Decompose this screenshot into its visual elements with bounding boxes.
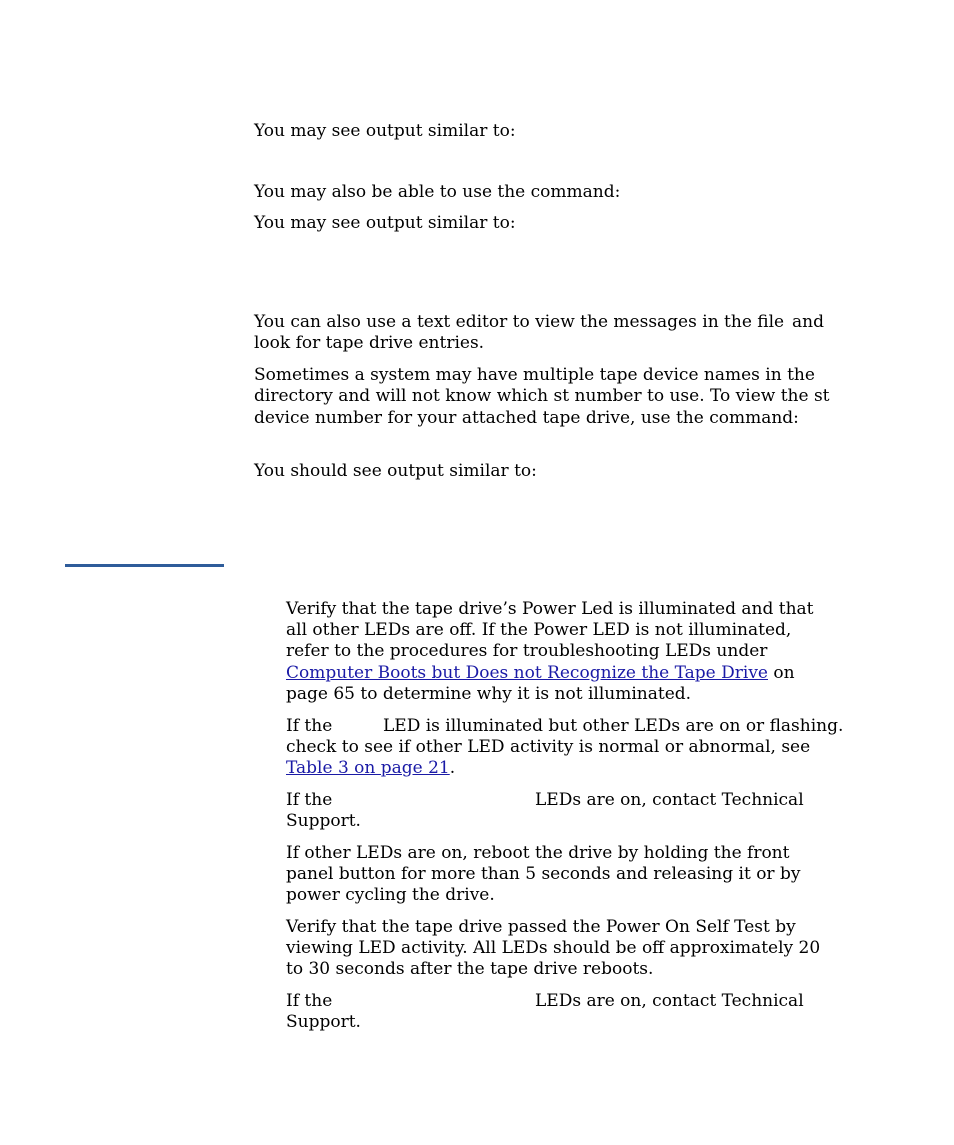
leds-on-contact-text-2: LEDs are on, contact Technical — [535, 991, 804, 1011]
if-the-text-4: If the — [286, 991, 333, 1011]
verify-power-text-a: Verify that the tape drive’s Power Led is illuminated and that all other LEDs are off. If the Power LED is not illuminated, refer to the procedures for troubleshooting LEDs under — [286, 599, 814, 662]
if-the-led-text-1: If the — [286, 716, 333, 736]
sometimes-line-3: device number for your attached tape drive, use the command: — [254, 408, 799, 428]
if-the-text-3: If the — [286, 790, 333, 810]
output-similar-text-2: You may see output similar to: — [254, 213, 516, 233]
text-editor-text-b: look for tape drive entries. — [254, 333, 485, 353]
text-editor-text-a: You can also use a text editor to view the messages in the file — [254, 312, 785, 332]
text-editor-and: and — [792, 312, 824, 332]
also-command-text: You may also be able to use the command: — [254, 182, 621, 202]
sometimes-line-1: Sometimes a system may have multiple tape device names in the — [254, 365, 815, 385]
leds-on-contact-text-1: LEDs are on, contact Technical — [535, 790, 804, 810]
check-led-text-b: . — [449, 758, 456, 779]
check-led-paragraph — [286, 737, 828, 779]
verify-power-paragraph — [286, 599, 834, 705]
support-text-2: Support. — [286, 1012, 361, 1032]
table-3-link[interactable]: Table 3 on page 21 — [286, 758, 450, 779]
should-see-text: You should see output similar to: — [254, 461, 537, 481]
reboot-paragraph: If other LEDs are on, reboot the drive by holding the front panel button for more than 5 seconds and releasing it or by power cycling the drive. — [286, 843, 801, 906]
section-rule — [65, 564, 224, 567]
sometimes-line-2: directory and will not know which st number to use. To view the st — [254, 386, 830, 406]
verify-power-text-b: on page 65 to determine why it is not illuminated. — [286, 662, 795, 704]
support-text-1: Support. — [286, 811, 361, 831]
check-led-text-a: check to see if other LED activity is normal or abnormal, see — [286, 737, 811, 757]
computer-boots-link[interactable]: Computer Boots but Does not Recognize the Tape Drive — [286, 662, 768, 683]
if-the-led-text-2: LED is illuminated but other LEDs are on or flashing. — [383, 716, 844, 736]
output-similar-text-1: You may see output similar to: — [254, 121, 516, 141]
verify-post-paragraph: Verify that the tape drive passed the Power On Self Test by viewing LED activity. All LEDs should be off approximately 20 to 30 seconds after the tape drive reboots. — [286, 917, 821, 980]
